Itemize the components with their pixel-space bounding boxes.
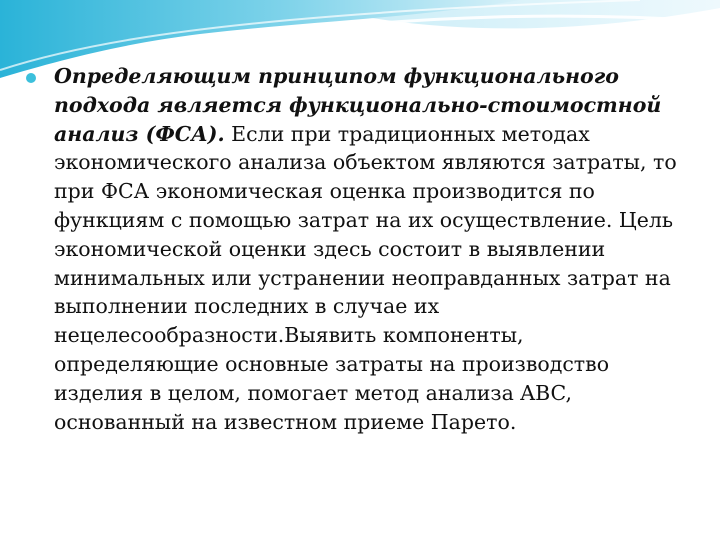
bullet-dot-icon — [26, 73, 36, 83]
body-text: Если при традиционных методах экономического анализа объектом являются затраты, то при ФСА экономическая оценка производится по функциям с помощью затрат на их осуществление. Цель экономической оценки здесь состоит в выявлении минимальных или устранении неоправданных затрат на выполнении последних в случае их нецелесообразности.Выявить компоненты, определяющие основные затраты на производство изделия в целом, помогает метод анализа ABC, основанный на известном приеме Парето. — [54, 121, 677, 434]
paragraph — [54, 62, 694, 436]
bullet-item — [26, 62, 696, 436]
emphasis-text: Определяющим принципом функционального подхода является функционально-стоимостной анализ (ФСА). — [54, 64, 662, 146]
content-area — [26, 62, 696, 436]
